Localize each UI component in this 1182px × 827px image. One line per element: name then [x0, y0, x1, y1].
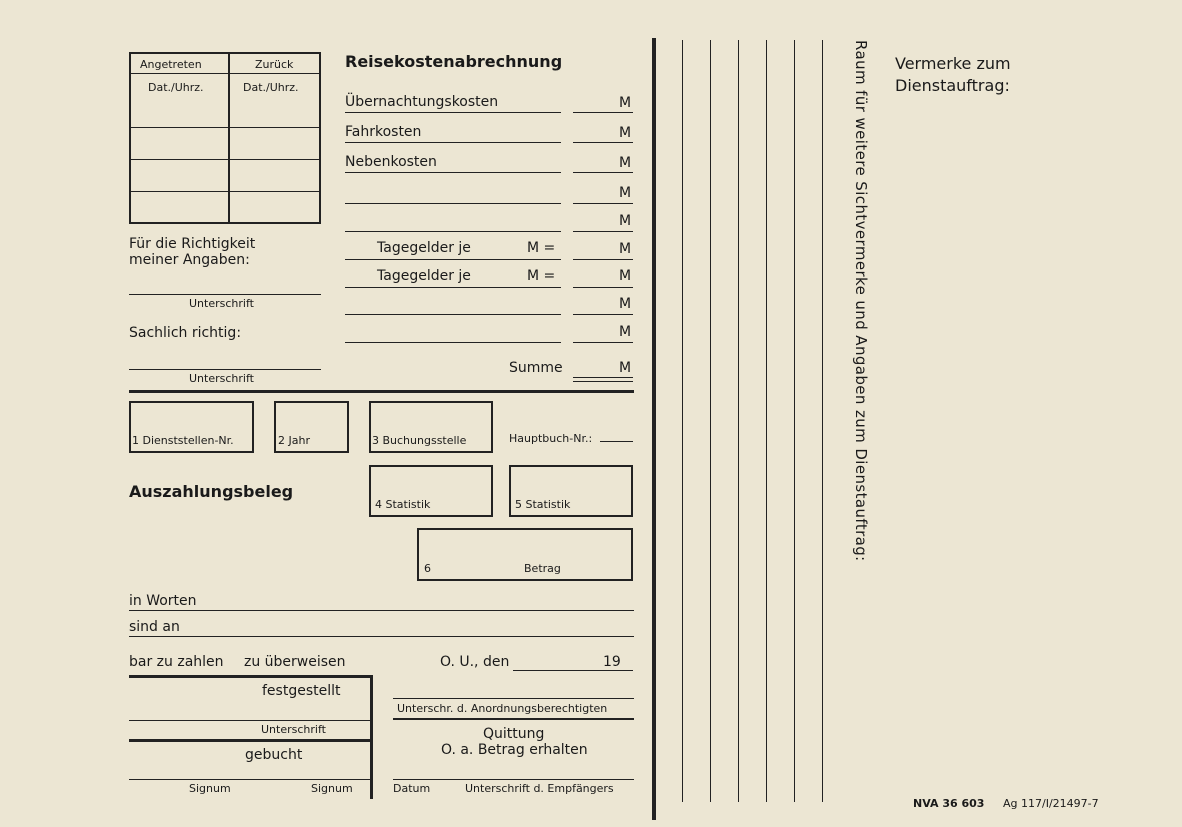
year-prefix: 19 — [603, 654, 621, 670]
row-fahrkosten: Fahrkosten — [345, 124, 422, 140]
currency-m: M — [619, 268, 632, 284]
richtigkeit-label: Für die Richtigkeit meiner Angaben: — [129, 236, 256, 268]
amount-line — [573, 259, 633, 260]
feststell-right-line — [370, 675, 373, 799]
column-line — [738, 40, 739, 802]
table-col1-header: Angetreten — [140, 58, 202, 71]
form-code-bold: NVA 36 603 — [913, 797, 985, 810]
row-line — [345, 259, 561, 260]
row-nebenkosten: Nebenkosten — [345, 154, 437, 170]
quittung-top-line — [393, 718, 634, 720]
currency-m: M — [619, 296, 632, 312]
row-line — [345, 314, 561, 315]
currency-m: M — [619, 360, 632, 376]
sind-an-label: sind an — [129, 619, 180, 635]
column-line — [822, 40, 823, 802]
column-line — [794, 40, 795, 802]
row-line — [345, 172, 561, 173]
amount-line — [573, 342, 633, 343]
sind-an-line — [129, 636, 634, 637]
reise-title: Reisekostenabrechnung — [345, 52, 563, 71]
signum-label-1: Signum — [189, 782, 231, 795]
festgestellt-label: festgestellt — [262, 683, 341, 699]
row-uebernachtung: Übernachtungskosten — [345, 94, 499, 110]
ueberweisen-label: zu überweisen — [244, 654, 346, 670]
vertical-note: Raum für weitere Sichtvermerke und Angaben zum Dienstauftrag: — [852, 40, 870, 562]
table-row-line — [130, 191, 320, 192]
in-worten-line — [129, 610, 634, 611]
anordnung-label: Unterschr. d. Anordnungsberechtigten — [397, 702, 608, 715]
row-line — [345, 112, 561, 113]
vermerke-label: Vermerke zum Dienstauftrag: — [895, 54, 1011, 95]
summe-line — [573, 381, 633, 382]
sachlich-richtig-label: Sachlich richtig: — [129, 325, 242, 341]
empfaenger-label: Unterschrift d. Empfängers — [465, 782, 614, 795]
box-statistik-4-label: 4 Statistik — [375, 498, 431, 511]
currency-m: M — [619, 125, 632, 141]
gebucht-label: gebucht — [245, 747, 303, 763]
table-col1-sub: Dat./Uhrz. — [148, 81, 204, 94]
currency-m: M — [619, 213, 632, 229]
column-line — [682, 40, 683, 802]
gebucht-top-line — [129, 739, 370, 742]
date-line — [513, 670, 633, 671]
table-divider — [228, 53, 230, 223]
feststell-top-line — [129, 675, 373, 678]
column-line — [766, 40, 767, 802]
row-line — [345, 142, 561, 143]
table-col2-header: Zurück — [255, 58, 294, 71]
table-col2-sub: Dat./Uhrz. — [243, 81, 299, 94]
erhalten-label: O. a. Betrag erhalten — [441, 742, 588, 758]
box-jahr-label: 2 Jahr — [278, 434, 310, 447]
box-dienststellen-label: 1 Dienststellen-Nr. — [132, 434, 234, 447]
table-header-line — [130, 73, 320, 74]
signature-line-1 — [129, 294, 321, 295]
unterschrift-label-2: Unterschrift — [189, 372, 254, 385]
datum-label: Datum — [393, 782, 431, 795]
in-worten-label: in Worten — [129, 593, 197, 609]
main-divider — [652, 38, 656, 820]
bar-zahlen-label: bar zu zahlen — [129, 654, 224, 670]
hauptbuch-label: Hauptbuch-Nr.: — [509, 432, 593, 445]
amount-line — [573, 287, 633, 288]
amount-line — [573, 172, 633, 173]
currency-m: M — [619, 95, 632, 111]
auszahlungsbeleg-title: Auszahlungsbeleg — [129, 482, 294, 501]
ou-den-label: O. U., den — [440, 654, 510, 670]
empfaenger-line — [393, 779, 634, 780]
currency-m: M — [619, 155, 632, 171]
signum-line — [129, 779, 370, 780]
unterschrift-label-3: Unterschrift — [261, 723, 326, 736]
travel-time-table — [129, 52, 321, 224]
signature-line-2 — [129, 369, 321, 370]
column-line — [710, 40, 711, 802]
anordnung-line — [393, 698, 634, 699]
amount-line — [573, 142, 633, 143]
unterschrift-label-1: Unterschrift — [189, 297, 254, 310]
row-tagegeld-2: Tagegelder je — [377, 268, 471, 284]
table-row-line — [130, 159, 320, 160]
amount-line — [573, 231, 633, 232]
row-line — [345, 203, 561, 204]
summe-line — [573, 377, 633, 378]
table-row-line — [130, 127, 320, 128]
summe-label: Summe — [509, 360, 563, 376]
box-statistik-5-label: 5 Statistik — [515, 498, 571, 511]
signum-label-2: Signum — [311, 782, 353, 795]
box-betrag-label: Betrag — [524, 562, 561, 575]
row-tagegeld-1: Tagegelder je — [377, 240, 471, 256]
row-tagegeld-2-rate: M = — [527, 268, 556, 284]
form-code: Ag 117/I/21497-7 — [1003, 797, 1099, 810]
row-tagegeld-1-rate: M = — [527, 240, 556, 256]
section-separator — [129, 390, 634, 393]
amount-line — [573, 203, 633, 204]
currency-m: M — [619, 185, 632, 201]
row-line — [345, 287, 561, 288]
box-buchungsstelle-label: 3 Buchungsstelle — [372, 434, 467, 447]
festgestellt-line — [129, 720, 370, 721]
amount-line — [573, 314, 633, 315]
box-betrag-num: 6 — [424, 562, 431, 575]
hauptbuch-line — [600, 441, 633, 442]
amount-line — [573, 112, 633, 113]
currency-m: M — [619, 324, 632, 340]
currency-m: M — [619, 241, 632, 257]
row-line — [345, 231, 561, 232]
row-line — [345, 342, 561, 343]
quittung-label: Quittung — [483, 726, 545, 742]
